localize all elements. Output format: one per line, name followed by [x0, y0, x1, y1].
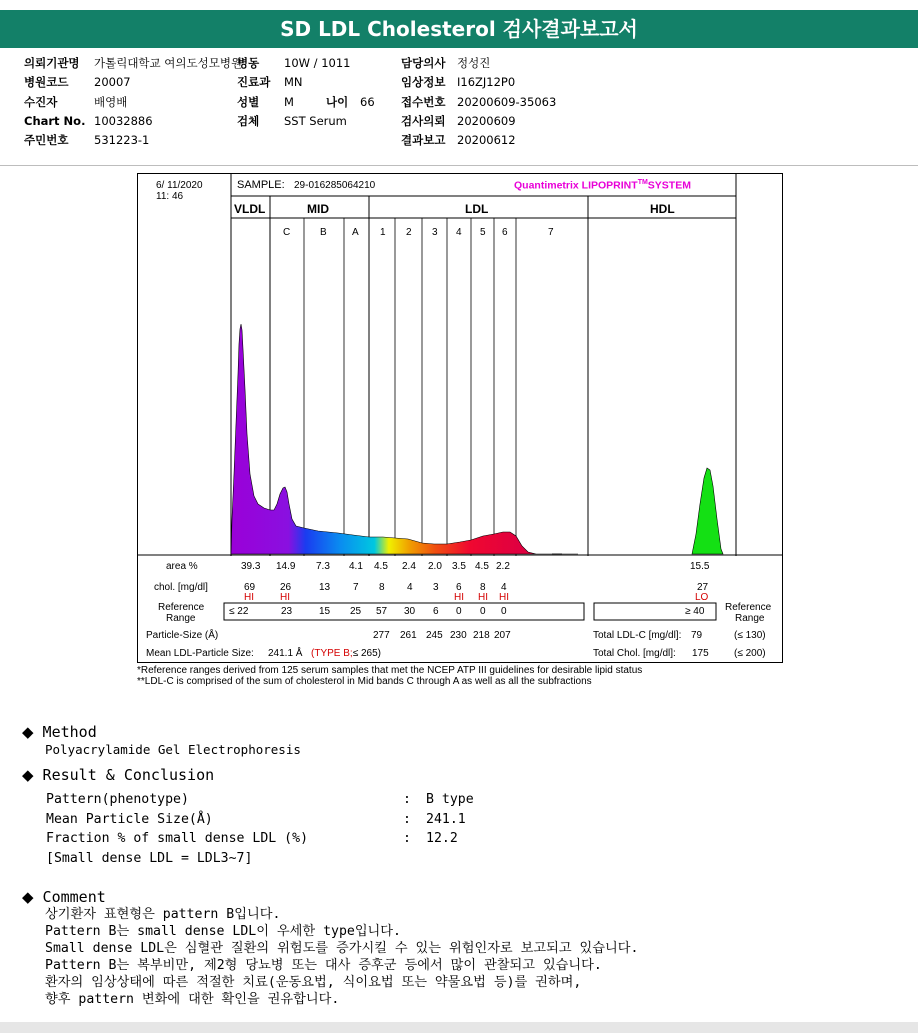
info-label: 의뢰기관명	[24, 56, 80, 70]
band-label: 4	[456, 227, 462, 238]
area-value: 4.5	[374, 561, 388, 572]
header-divider	[0, 165, 918, 166]
method-heading-text: Method	[42, 723, 97, 741]
mean-type: (TYPE B;	[311, 648, 353, 659]
ref-value: ≤ 22	[229, 606, 249, 617]
note-line: *Reference ranges derived from 125 serum samples that met the NCEP ATP III guidelines for desirable lipid status	[137, 665, 643, 676]
ref-value: 57	[376, 606, 388, 617]
info-label: 임상정보	[401, 75, 446, 90]
total-chol-ref: (≤ 200)	[734, 648, 766, 659]
area-value: 3.5	[452, 561, 466, 572]
info-value: 정성진	[457, 56, 491, 70]
band-label: A	[352, 227, 359, 238]
size-value: 261	[400, 630, 417, 641]
info-label: 병원코드	[24, 75, 69, 90]
result-heading-text: Result & Conclusion	[42, 766, 215, 784]
area-value: 2.0	[428, 561, 442, 572]
info-value: 가톨릭대학교 여의도성모병원	[94, 56, 243, 70]
band-label: B	[320, 227, 327, 238]
mean-type-ref: ≤ 265)	[352, 648, 381, 659]
result-label: Fraction % of small dense LDL (%)	[46, 831, 309, 847]
info-value: 배영배	[94, 94, 128, 109]
area-value: 4.5	[475, 561, 489, 572]
result-label: Mean Particle Size(Å)	[46, 811, 213, 827]
comment-line: Small dense LDL은 심혈관 질환의 위험도를 증가시킬 수 있는 위험인자로 보고되고 있습니다.	[45, 941, 639, 956]
result-sep: :	[403, 811, 411, 827]
info-value: 10W / 1011	[284, 56, 351, 70]
result-value: 241.1	[426, 811, 466, 827]
info-row	[237, 54, 375, 73]
ref-value: 0	[480, 606, 486, 617]
band-label: 1	[380, 227, 386, 238]
area-value-hdl: 15.5	[690, 561, 710, 572]
info-label: 주민번호	[24, 133, 69, 148]
chol-value: 6	[456, 582, 462, 593]
diamond-icon: ◆	[22, 766, 34, 784]
info-value: M	[284, 94, 294, 109]
info-label: 검체	[237, 113, 260, 128]
info-value: MN	[284, 75, 303, 90]
info-row	[237, 73, 375, 92]
group-label-mid: MID	[307, 202, 329, 216]
hdl-peak	[692, 468, 723, 554]
brand-tm: TM	[637, 179, 648, 186]
method-heading	[22, 723, 301, 741]
info-value: 20200609	[457, 113, 516, 128]
total-ldl-label: Total LDL-C [mg/dl]:	[593, 630, 682, 641]
info-value: 531223-1	[94, 133, 150, 148]
result-sep: :	[403, 831, 411, 847]
result-row	[46, 790, 474, 810]
total-ldl-ref: (≤ 130)	[734, 630, 766, 641]
info-label: 진료과	[237, 75, 271, 90]
ref-value: 23	[281, 606, 293, 617]
info-label: 담당의사	[401, 56, 446, 70]
info-row	[401, 93, 556, 112]
info-value: 20200612	[457, 133, 516, 148]
ref-value: 0	[456, 606, 462, 617]
ref-value: 30	[404, 606, 416, 617]
info-label: 수진자	[24, 94, 58, 109]
chol-value: 8	[379, 582, 385, 593]
comment-lines	[22, 906, 638, 1008]
result-value: 12.2	[426, 831, 458, 847]
mean-size-type	[311, 648, 381, 659]
area-label: area %	[166, 561, 198, 572]
sample-label: SAMPLE:	[237, 179, 285, 191]
chol-value: 8	[480, 582, 486, 593]
age-value: 66	[360, 94, 375, 109]
patient-info-col1	[24, 54, 242, 150]
brand-logo	[514, 179, 691, 192]
comment-line: Pattern B는 small dense LDL이 우세한 type입니다.	[45, 924, 401, 939]
info-value: 20200609-35063	[457, 94, 557, 109]
ref-value: 6	[433, 606, 439, 617]
chol-value: 69	[244, 582, 256, 593]
chol-flag: HI	[478, 592, 488, 603]
area-value: 14.9	[276, 561, 296, 572]
size-value: 277	[373, 630, 390, 641]
band-label: 2	[406, 227, 412, 238]
chol-flag: HI	[454, 592, 464, 603]
ref-right-line1: Reference	[725, 602, 772, 613]
info-row	[237, 112, 375, 131]
result-row	[46, 810, 474, 830]
total-ldl-value: 79	[691, 630, 703, 641]
patient-info-col2	[237, 54, 375, 131]
result-row	[46, 829, 474, 849]
ref-value-hdl: ≥ 40	[685, 606, 705, 617]
report-notes	[137, 665, 642, 687]
chol-flag: HI	[244, 592, 254, 603]
group-label-ldl: LDL	[465, 202, 489, 216]
ref-label-line1: Reference	[158, 602, 205, 613]
size-value: 218	[473, 630, 490, 641]
size-value: 245	[426, 630, 443, 641]
chol-flag: HI	[499, 592, 509, 603]
chol-value: 7	[353, 582, 359, 593]
area-value: 39.3	[241, 561, 261, 572]
chol-flag: HI	[280, 592, 290, 603]
info-value: I16ZJ12P0	[457, 75, 516, 90]
ref-right-line2: Range	[735, 613, 765, 624]
size-label: Particle-Size (Å)	[146, 630, 219, 641]
comment-line: 상기환자 표현형은 pattern B입니다.	[45, 907, 281, 922]
note-line: **LDL-C is comprised of the sum of cholesterol in Mid bands C through A as well as all the subfractions	[137, 676, 592, 687]
sample-id: 29-016285064210	[294, 180, 376, 191]
info-value: 20007	[94, 75, 131, 90]
group-label-vldl: VLDL	[234, 202, 266, 216]
size-value: 207	[494, 630, 511, 641]
band-label: 3	[432, 227, 438, 238]
lipoprint-report	[137, 173, 783, 663]
result-value: B type	[426, 792, 474, 807]
comment-heading	[22, 888, 638, 906]
band-label: 7	[548, 227, 554, 238]
result-label: Pattern(phenotype)	[46, 792, 189, 807]
area-value: 2.4	[402, 561, 416, 572]
report-date: 6/ 11/2020	[156, 180, 203, 191]
brand-name: Quantimetrix LIPOPRINT	[514, 179, 638, 192]
result-note: [Small dense LDL = LDL3~7]	[46, 851, 253, 867]
band-label: 5	[480, 227, 486, 238]
band-label: 6	[502, 227, 508, 238]
info-row	[401, 112, 556, 131]
chol-value-hdl: 27	[697, 582, 709, 593]
band-label: C	[283, 227, 291, 238]
report-time: 11: 46	[156, 191, 184, 202]
info-value: 10032886	[94, 113, 153, 128]
info-row	[401, 54, 556, 73]
info-label: 병동	[237, 56, 260, 70]
info-row	[24, 93, 242, 112]
info-row	[24, 112, 242, 131]
group-label-hdl: HDL	[650, 202, 675, 216]
comment-line: Pattern B는 복부비만, 제2형 당뇨병 또는 대사 증후군 등에서 많이 관찰되고 있습니다.	[45, 958, 602, 973]
info-value: SST Serum	[284, 113, 347, 128]
chol-value: 26	[280, 582, 292, 593]
info-row	[401, 73, 556, 92]
diamond-icon: ◆	[22, 888, 34, 906]
ref-value: 0	[501, 606, 507, 617]
chol-value: 4	[407, 582, 413, 593]
area-value: 4.1	[349, 561, 363, 572]
chol-value: 3	[433, 582, 439, 593]
diamond-icon: ◆	[22, 723, 34, 741]
area-value: 2.2	[496, 561, 510, 572]
total-chol-value: 175	[692, 648, 709, 659]
info-row	[24, 54, 242, 73]
result-section	[22, 766, 474, 869]
chol-value: 4	[501, 582, 507, 593]
comment-heading-text: Comment	[42, 888, 106, 906]
chol-flag-hdl: LO	[695, 592, 709, 603]
result-sep: :	[403, 792, 411, 807]
area-value: 7.3	[316, 561, 330, 572]
info-label: 성별	[237, 94, 260, 109]
result-rows	[22, 790, 474, 869]
mean-size-value: 241.1 Å	[268, 648, 303, 659]
comment-line: 환자의 임상상태에 따른 적절한 치료(운동요법, 식이요법 또는 약물요법 등)를 권하며,	[45, 975, 582, 990]
method-text: Polyacrylamide Gel Electrophoresis	[45, 742, 301, 757]
info-label: Chart No.	[24, 113, 86, 128]
total-chol-label: Total Chol. [mg/dl]:	[593, 648, 676, 659]
patient-info-col3	[401, 54, 556, 150]
report-title: SD LDL Cholesterol 검사결과보고서	[0, 10, 918, 48]
result-heading	[22, 766, 474, 784]
age-label: 나이	[326, 94, 349, 109]
lipoprint-curve	[231, 324, 578, 554]
band-dividers	[304, 218, 516, 556]
chol-value: 13	[319, 582, 331, 593]
brand-suffix: SYSTEM	[647, 179, 691, 192]
comment-line: 향후 pattern 변화에 대한 확인을 권유합니다.	[45, 992, 340, 1007]
mean-size-label: Mean LDL-Particle Size:	[146, 648, 254, 659]
chol-label: chol. [mg/dl]	[154, 582, 208, 593]
ref-label-line2: Range	[166, 613, 196, 624]
info-row	[24, 73, 242, 92]
method-section	[22, 723, 301, 758]
info-row	[24, 131, 242, 150]
info-label: 접수번호	[401, 94, 446, 109]
info-row	[401, 131, 556, 150]
info-label: 결과보고	[401, 133, 446, 148]
ref-value: 25	[350, 606, 362, 617]
ref-value: 15	[319, 606, 331, 617]
size-value: 230	[450, 630, 467, 641]
comment-section	[22, 888, 638, 1008]
footer-bar	[0, 1022, 918, 1033]
info-row	[237, 93, 375, 112]
info-label: 검사의뢰	[401, 113, 446, 128]
